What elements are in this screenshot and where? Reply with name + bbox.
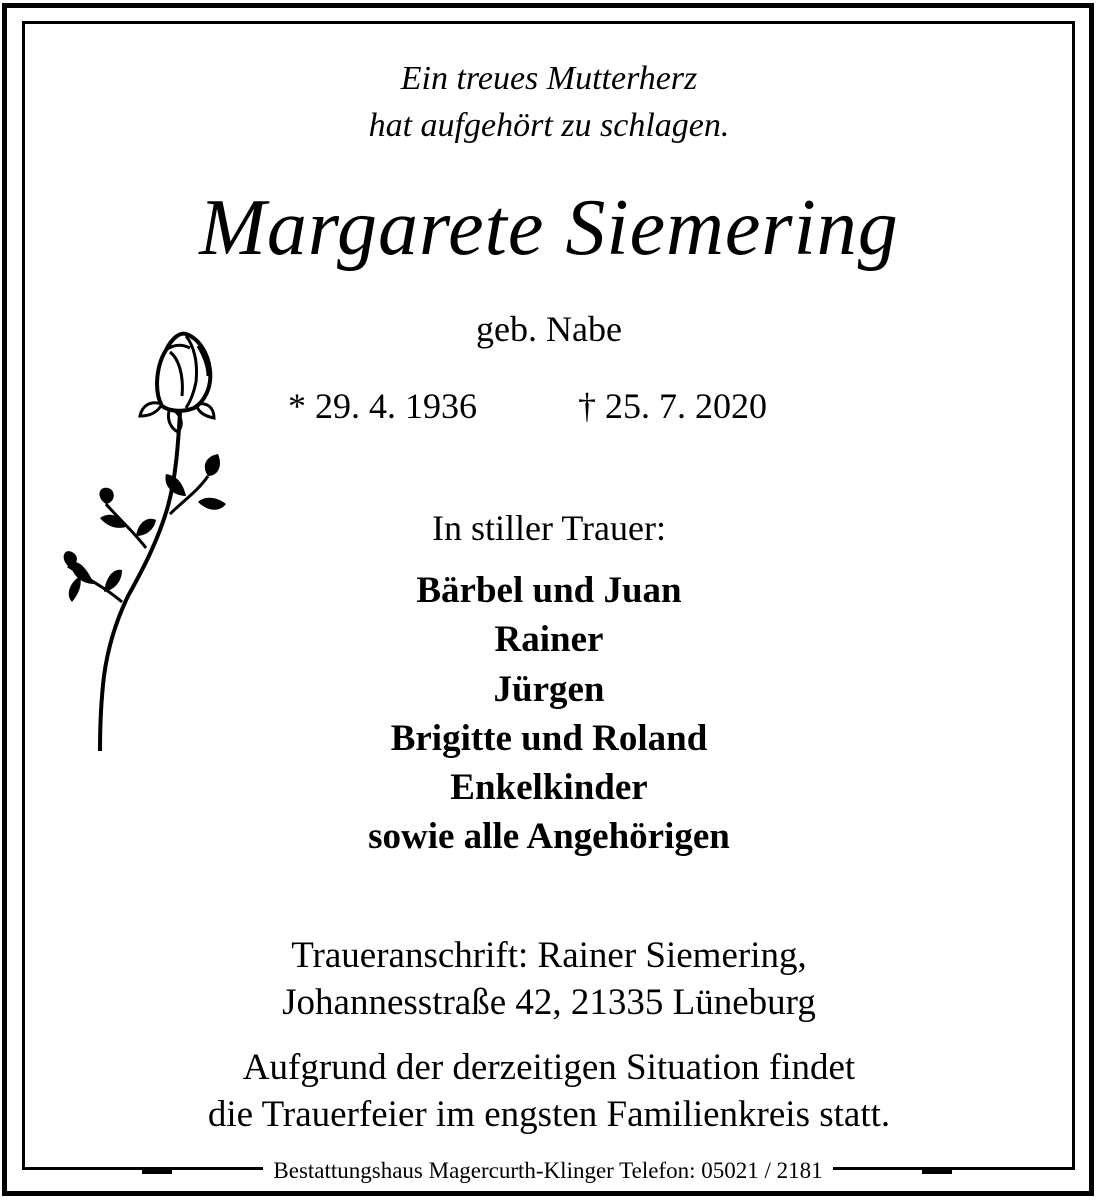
notice-line: Aufgrund der derzeitigen Situation findet xyxy=(242,1047,856,1088)
deceased-name: Margarete Siemering xyxy=(199,184,899,272)
mourner: Jürgen xyxy=(493,668,605,710)
notice-line: die Trauerfeier im engsten Familienkreis statt. xyxy=(207,1094,891,1135)
funeral-home-text: Bestattungshaus Magercurth-Klinger Telefon: 05021 / 2181 xyxy=(263,1158,832,1183)
mourning-intro: In stiller Trauer: xyxy=(432,508,666,548)
motto-line: hat aufgehört zu schlagen. xyxy=(368,107,730,144)
mourner: sowie alle Angehörigen xyxy=(368,816,730,858)
footer xyxy=(2,1152,1094,1192)
mourner: Brigitte und Roland xyxy=(390,717,708,759)
maiden-name: geb. Nabe xyxy=(476,309,622,349)
birth-date: * 29. 4. 1936 xyxy=(288,386,477,426)
motto xyxy=(0,55,1098,149)
address-line: Traueranschrift: Rainer Siemering, xyxy=(291,935,807,976)
motto-line: Ein treues Mutterherz xyxy=(400,60,698,97)
funeral-notice xyxy=(0,1044,1098,1138)
mourners-list xyxy=(0,566,1098,862)
mourner: Bärbel und Juan xyxy=(416,570,682,611)
mourning-address xyxy=(0,932,1098,1026)
death-date: † 25. 7. 2020 xyxy=(578,386,767,426)
funeral-home-line xyxy=(2,1154,1094,1188)
address-line: Johannesstraße 42, 21335 Lüneburg xyxy=(282,982,816,1023)
mourner: Enkelkinder xyxy=(450,767,648,809)
mourner: Rainer xyxy=(494,619,604,661)
